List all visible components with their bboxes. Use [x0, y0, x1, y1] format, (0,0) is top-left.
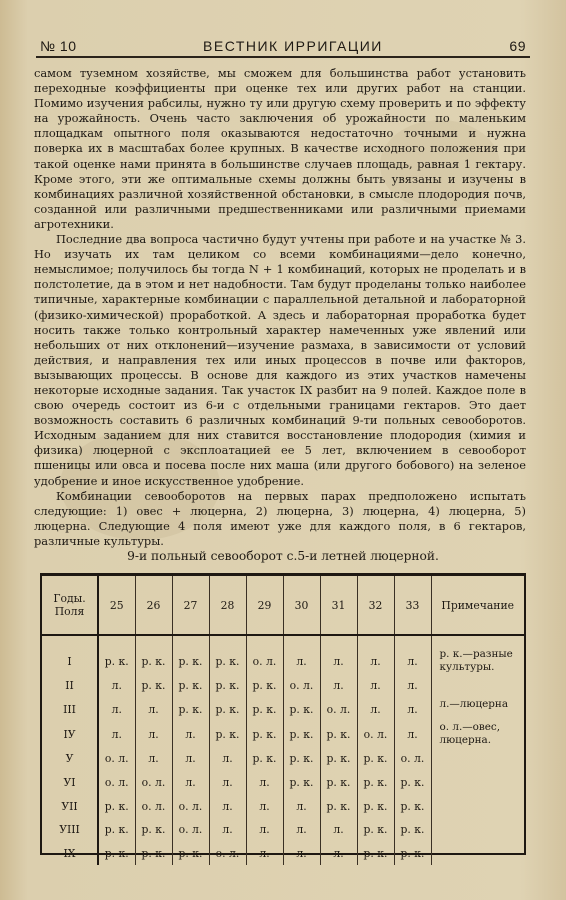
table-row	[42, 674, 524, 698]
rotation-cell: р. к.	[320, 721, 357, 747]
rotation-cell: л.	[209, 771, 246, 795]
field-label: II	[42, 674, 98, 698]
rotation-cell: р. к.	[98, 635, 135, 674]
rotation-cell: о. л.	[357, 721, 394, 747]
rotation-cell: л.	[283, 842, 320, 866]
rotation-cell: р. к.	[135, 842, 172, 866]
field-label: УIII	[42, 818, 98, 842]
table-body	[42, 635, 524, 865]
rotation-cell: л.	[320, 674, 357, 698]
field-label: I	[42, 635, 98, 674]
rotation-cell: р. к.	[320, 771, 357, 795]
rotation-cell: л.	[209, 747, 246, 771]
table-row	[42, 698, 524, 722]
year-header: 31	[320, 576, 357, 635]
note-cell	[431, 818, 524, 842]
rotation-cell: л.	[135, 721, 172, 747]
year-header: 26	[135, 576, 172, 635]
notes-header: Примечание	[431, 576, 524, 635]
rotation-cell: л.	[394, 674, 431, 698]
rotation-cell: о. л.	[394, 747, 431, 771]
field-label: УI	[42, 771, 98, 795]
rotation-cell: о. л.	[135, 771, 172, 795]
field-label: IУ	[42, 721, 98, 747]
running-header	[40, 32, 526, 54]
rotation-cell: л.	[320, 842, 357, 866]
rotation-cell: л.	[246, 771, 283, 795]
year-header: 27	[172, 576, 209, 635]
rotation-cell: л.	[172, 747, 209, 771]
rotation-cell: л.	[394, 721, 431, 747]
rotation-cell: л.	[172, 771, 209, 795]
page-number: 69	[509, 38, 526, 54]
rotation-cell: л.	[394, 698, 431, 722]
crop-rotation-table	[40, 573, 526, 860]
corner-label-fields: Поля	[54, 605, 85, 618]
rotation-cell: р. к.	[357, 842, 394, 866]
body-text	[34, 66, 526, 549]
note-cell	[431, 842, 524, 866]
rotation-cell: р. к.	[246, 747, 283, 771]
header-rule	[36, 56, 530, 58]
rotation-cell: р. к.	[283, 771, 320, 795]
rotation-cell: л.	[98, 674, 135, 698]
rotation-cell: л.	[246, 818, 283, 842]
rotation-cell: р. к.	[394, 794, 431, 818]
rotation-cell: л.	[357, 698, 394, 722]
rotation-cell: р. к.	[172, 635, 209, 674]
year-header: 28	[209, 576, 246, 635]
rotation-cell: л.	[283, 635, 320, 674]
note-cell	[431, 674, 524, 698]
rotation-cell: о. л.	[98, 771, 135, 795]
rotation-cell: р. к.	[209, 635, 246, 674]
rotation-cell: л.	[246, 794, 283, 818]
paragraph: Последние два вопроса частично будут учтены при работе и на участке № 3. Но изучать их там целиком со всеми комбинациями—дело конечно, немыслимое; получилось бы тогда N + 1 комбинаций, которых не проделать и в полстолетие, да в этом и нет надобности. Там будут проделаны только наиболее типичные, характерные комбинации с параллельной детальной и лабораторной (физико-химической) проработкой. А здесь и лабораторная проработка будет носить также только контрольный характер намеченных уже явлений или небольших от них отклонений—изучение размаха, в зависимости от условий действия, и направления тех или иных процессов в почве или факторов, вызывающих процессы. В основе для каждого из этих участков намечены некоторые исходные задания. Так участок IX разбит на 9 полей. Каждое поле в свою очередь состоит из 6-и с отдельными границами гектаров. Это дает возможность составить 6 различных комбинаций 9-ти польных севооборотов. Исходным заданием для них ставится восстановление плодородия (химия и физика) люцерной с эксплоатацией ее 5 лет, включением в севооборот пшеницы или овса и посева после них маша (или другого бобового) на зеленое удобрение и иное искусственное удобрение.	[34, 232, 526, 488]
rotation-cell: о. л.	[172, 818, 209, 842]
rotation-cell: р. к.	[98, 818, 135, 842]
rotation-cell: л.	[209, 818, 246, 842]
rotation-cell: о. л.	[320, 698, 357, 722]
rotation-cell: р. к.	[135, 674, 172, 698]
field-label: У	[42, 747, 98, 771]
rotation-cell: л.	[135, 747, 172, 771]
year-header: 25	[98, 576, 135, 635]
rotation-grid	[42, 576, 524, 865]
table-row	[42, 635, 524, 674]
field-label: УII	[42, 794, 98, 818]
rotation-cell: л.	[209, 794, 246, 818]
rotation-cell: р. к.	[246, 721, 283, 747]
rotation-cell: л.	[98, 698, 135, 722]
field-label: III	[42, 698, 98, 722]
table-row	[42, 818, 524, 842]
rotation-cell: р. к.	[246, 698, 283, 722]
rotation-cell: р. к.	[357, 771, 394, 795]
paragraph: самом туземном хозяйстве, мы сможем для большинства работ установить переходные коэффициенты при оценке тех или других работ на станции. Помимо изучения рабсилы, нужно ту или другую схему проверить и по эффекту на урожайность. Очень часто заключения об урожайности по маленьким площадкам опытного поля оказываются недостаточно точными и нужна поверка их в масштабах более крупных. В качестве исходного положения при такой оценке нами принята в большинстве случаев площадь, равная 1 гектару. Кроме этого, эти же оптимальные схемы должны быть увязаны и изучены в комбинациях различной хозяйственной обстановки, в смысле плодородия почв, созданной или различными предшественниками или различными приемами агротехники.	[34, 66, 526, 231]
rotation-cell: о. л.	[172, 794, 209, 818]
rotation-cell: р. к.	[320, 794, 357, 818]
rotation-cell: р. к.	[172, 674, 209, 698]
year-header: 32	[357, 576, 394, 635]
rotation-cell: л.	[320, 818, 357, 842]
rotation-cell: л.	[357, 635, 394, 674]
rotation-cell: р. к.	[98, 842, 135, 866]
rotation-cell: р. к.	[209, 674, 246, 698]
table-header-row	[42, 576, 524, 635]
rotation-cell: л.	[135, 698, 172, 722]
legend-note: р. к.—разные культуры.	[439, 648, 513, 673]
note-cell	[431, 747, 524, 771]
table-row	[42, 747, 524, 771]
rotation-cell: р. к.	[357, 747, 394, 771]
rotation-cell: р. к.	[283, 721, 320, 747]
rotation-cell: о. л.	[98, 747, 135, 771]
table-caption: 9-и польный севооборот с.5-и летней люцерной.	[127, 549, 439, 563]
rotation-cell: р. к.	[98, 794, 135, 818]
rotation-cell: р. к.	[209, 721, 246, 747]
table-row	[42, 771, 524, 795]
rotation-cell: о. л.	[246, 635, 283, 674]
rotation-cell: р. к.	[135, 635, 172, 674]
rotation-cell: л.	[320, 635, 357, 674]
table-row	[42, 721, 524, 747]
rotation-cell: л.	[357, 674, 394, 698]
rotation-cell: р. к.	[209, 698, 246, 722]
rotation-cell: о. л.	[209, 842, 246, 866]
rotation-cell: о. л.	[135, 794, 172, 818]
rotation-cell: р. к.	[394, 771, 431, 795]
rotation-cell: л.	[283, 794, 320, 818]
paragraph: Комбинации севооборотов на первых парах предположено испытать следующие: 1) овес + люцерна, 2) люцерна, 3) люцерна, 4) люцерна, 5) люцерна. Следующие 4 поля имеют уже для каждого поля, в 6 гектаров, различные культуры.	[34, 488, 526, 548]
year-header: 33	[394, 576, 431, 635]
table-row	[42, 794, 524, 818]
field-label: IX	[42, 842, 98, 866]
rotation-cell: р. к.	[283, 698, 320, 722]
year-header: 30	[283, 576, 320, 635]
rotation-cell: р. к.	[357, 794, 394, 818]
year-header: 29	[246, 576, 283, 635]
rotation-cell: р. к.	[135, 818, 172, 842]
rotation-cell: р. к.	[172, 842, 209, 866]
journal-title: ВЕСТНИК ИРРИГАЦИИ	[203, 38, 383, 54]
issue-number: № 10	[40, 38, 77, 54]
rotation-cell: л.	[246, 842, 283, 866]
rotation-cell: л.	[98, 721, 135, 747]
note-cell	[431, 698, 524, 722]
rotation-cell: о. л.	[283, 674, 320, 698]
rotation-cell: р. к.	[246, 674, 283, 698]
rotation-cell: л.	[394, 635, 431, 674]
legend-note: л.—люцерна	[439, 697, 509, 710]
corner-header	[42, 576, 98, 635]
note-cell	[431, 771, 524, 795]
rotation-cell: р. к.	[394, 818, 431, 842]
legend-note: о. л.—овес, люцерна.	[439, 721, 501, 747]
note-cell	[431, 721, 524, 747]
rotation-cell: л.	[172, 721, 209, 747]
rotation-cell: р. к.	[357, 818, 394, 842]
rotation-cell: р. к.	[283, 747, 320, 771]
note-cell	[431, 635, 524, 674]
rotation-cell: р. к.	[394, 842, 431, 866]
table-row	[42, 842, 524, 866]
note-cell	[431, 794, 524, 818]
rotation-cell: р. к.	[172, 698, 209, 722]
rotation-cell: р. к.	[320, 747, 357, 771]
rotation-cell: л.	[283, 818, 320, 842]
corner-label-years: Годы.	[53, 592, 86, 605]
